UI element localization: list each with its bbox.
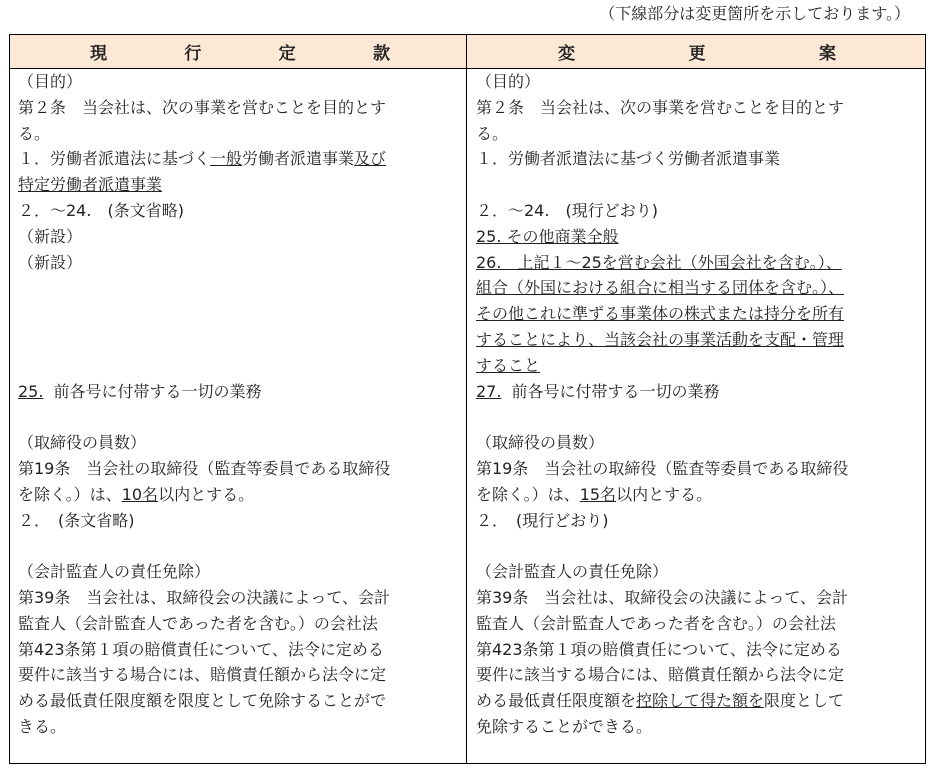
article-heading: （目的） xyxy=(18,72,83,91)
article-item: （新設） xyxy=(18,252,83,272)
article-text: める最低責任限度額を控除して得た額を限度として xyxy=(476,691,845,711)
article-item: １．労働者派遣法に基づく一般労働者派遣事業及び xyxy=(18,149,387,169)
article-item: 組合（外国における組合に相当する団体を含む。）、 xyxy=(476,278,845,298)
article-text: 第19条 当会社の取締役（監査等委員である取締役 xyxy=(476,458,849,478)
article-item: その他これに準ずる事業体の株式または持分を所有 xyxy=(476,304,845,324)
article-item: 27. 前各号に付帯する一切の業務 xyxy=(476,381,720,401)
article-text: 免除することができる。 xyxy=(476,716,653,736)
column-divider xyxy=(466,35,467,763)
article-item: １．労働者派遣法に基づく労働者派遣事業 xyxy=(476,149,781,169)
article-text: 第２条 当会社は、次の事業を営むことを目的とす xyxy=(18,97,387,117)
current-articles-column xyxy=(18,69,458,740)
article-text: 監査人（会計監査人であった者を含む。）の会社法 xyxy=(18,613,378,633)
article-text: 第423条第１項の賠償責任について、法令に定める xyxy=(18,639,384,659)
article-text: きる。 xyxy=(18,716,67,736)
article-text: 第39条 当会社は、取締役会の決議によって、会計 xyxy=(476,587,849,607)
article-item: （新設） xyxy=(18,226,83,246)
article-item: ２． (現行どおり) xyxy=(476,510,609,530)
header-proposed: 変 更 案 xyxy=(558,44,836,64)
article-item: 26. 上記１～25を営む会社（外国会社を含む。）、 xyxy=(476,252,842,272)
article-heading: （会計監査人の責任免除） xyxy=(476,562,669,582)
article-text: 要件に該当する場合には、賠償責任額から法令に定 xyxy=(476,665,845,685)
article-text: を除く。）は、10名以内とする。 xyxy=(18,484,255,504)
article-item: 25. その他商業全般 xyxy=(476,226,619,246)
article-heading: （目的） xyxy=(476,72,541,91)
article-text: める最低責任限度額を限度として免除することがで xyxy=(18,691,387,711)
article-text: 第２条 当会社は、次の事業を営むことを目的とす xyxy=(476,97,845,117)
article-heading: （取締役の員数） xyxy=(18,433,147,453)
article-text: 第19条 当会社の取締役（監査等委員である取締役 xyxy=(18,458,391,478)
article-text: る。 xyxy=(476,123,509,143)
article-heading: （取締役の員数） xyxy=(476,433,605,453)
proposed-articles-column xyxy=(476,69,916,740)
article-text: を除く。）は、15名以内とする。 xyxy=(476,484,713,504)
article-text: る。 xyxy=(18,123,51,143)
article-item: ２．～24. (条文省略) xyxy=(18,200,184,220)
article-heading: （会計監査人の責任免除） xyxy=(18,562,211,582)
article-item: 特定労働者派遣事業 xyxy=(18,175,163,195)
article-item: ２．～24. (現行どおり) xyxy=(476,200,658,220)
change-note: （下線部分は変更箇所を示しております。） xyxy=(599,4,910,23)
article-item: ２． (条文省略) xyxy=(18,510,135,530)
article-item: 25. 前各号に付帯する一切の業務 xyxy=(18,381,262,401)
comparison-table xyxy=(9,34,926,764)
article-item: することにより、当該会社の事業活動を支配・管理 xyxy=(476,329,845,349)
article-text: 第39条 当会社は、取締役会の決議によって、会計 xyxy=(18,587,391,607)
header-current: 現 行 定 款 xyxy=(90,44,390,64)
article-item: すること xyxy=(476,355,541,375)
article-text: 要件に該当する場合には、賠償責任額から法令に定 xyxy=(18,665,387,685)
article-text: 監査人（会計監査人であった者を含む。）の会社法 xyxy=(476,613,836,633)
article-text: 第423条第１項の賠償責任について、法令に定める xyxy=(476,639,842,659)
